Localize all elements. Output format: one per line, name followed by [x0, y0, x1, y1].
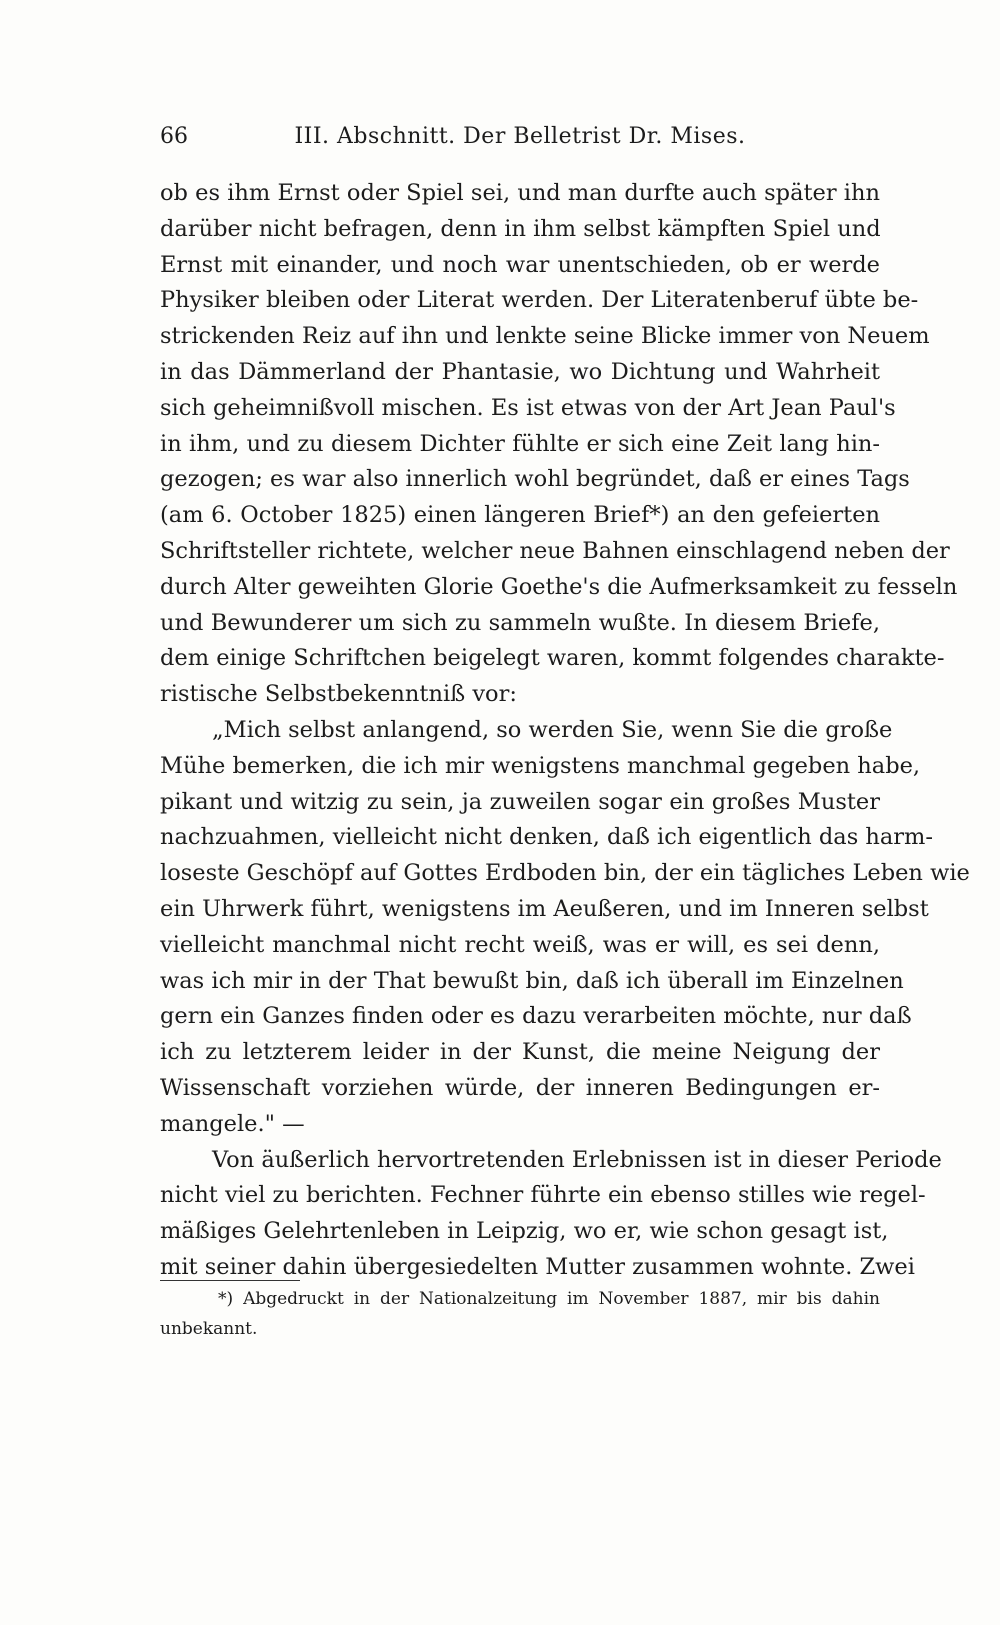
body-text	[160, 176, 970, 1286]
quote-line: ein Uhrwerk führt, wenigstens im Aeußeren, und im Inneren selbst	[160, 895, 929, 922]
page-number: 66	[160, 124, 188, 149]
quote-line: pikant und witzig zu sein, ja zuweilen sogar ein großes Muster	[160, 788, 880, 815]
quote-line: ich zu letzterem leider in der Kunst, die meine Neigung der	[160, 1039, 880, 1066]
footnote-divider	[160, 1280, 300, 1281]
quote-line: loseste Geschöpf auf Gottes Erdboden bin, der ein tägliches Leben wie	[160, 860, 970, 887]
quote-line: Wissenschaft vorziehen würde, der inneren Bedingungen er-	[160, 1074, 880, 1101]
text-line: Schriftsteller richtete, welcher neue Bahnen einschlagend neben der	[160, 537, 950, 564]
text-line: gezogen; es war also innerlich wohl begründet, daß er eines Tags	[160, 466, 910, 493]
text-line: dem einige Schriftchen beigelegt waren, kommt folgendes charakte-	[160, 645, 945, 672]
footnote-line: *) Abgedruckt in der Nationalzeitung im November 1887, mir bis dahin	[218, 1289, 880, 1309]
text-line: und Bewunderer um sich zu sammeln wußte. In diesem Briefe,	[160, 609, 880, 636]
quote-line: mangele." —	[160, 1110, 305, 1137]
text-line: ristische Selbstbekenntniß vor:	[160, 681, 517, 708]
text-line: (am 6. October 1825) einen längeren Brief*) an den gefeierten	[160, 502, 880, 529]
footnote	[160, 1284, 880, 1344]
text-line: mäßiges Gelehrtenleben in Leipzig, wo er, wie schon gesagt ist,	[160, 1218, 889, 1245]
text-line: Ernst mit einander, und noch war unentschieden, ob er werde	[160, 251, 880, 278]
footnote-line: unbekannt.	[160, 1319, 258, 1339]
text-line: nicht viel zu berichten. Fechner führte ein ebenso stilles wie regel-	[160, 1182, 926, 1209]
text-line: in das Dämmerland der Phantasie, wo Dichtung und Wahrheit	[160, 358, 880, 385]
text-line: darüber nicht befragen, denn in ihm selbst kämpften Spiel und	[160, 215, 881, 242]
page-header	[160, 120, 880, 154]
quote-line: gern ein Ganzes finden oder es dazu verarbeiten möchte, nur daß	[160, 1003, 912, 1030]
text-line: in ihm, und zu diesem Dichter fühlte er sich eine Zeit lang hin-	[160, 430, 880, 457]
text-line: mit seiner dahin übergesiedelten Mutter zusammen wohnte. Zwei	[160, 1253, 915, 1280]
text-line: Von äußerlich hervortretenden Erlebnissen ist in dieser Periode	[212, 1146, 942, 1173]
text-line: durch Alter geweihten Glorie Goethe's die Aufmerksamkeit zu fesseln	[160, 573, 958, 600]
quote-line: vielleicht manchmal nicht recht weiß, was er will, es sei denn,	[160, 931, 880, 958]
text-line: ob es ihm Ernst oder Spiel sei, und man durfte auch später ihn	[160, 180, 880, 206]
running-head: III. Abschnitt. Der Belletrist Dr. Mises.	[294, 124, 746, 149]
quote-line: Mühe bemerken, die ich mir wenigstens manchmal gegeben habe,	[160, 752, 921, 779]
quote-line: „Mich selbst anlangend, so werden Sie, wenn Sie die große	[212, 716, 893, 743]
text-line: strickenden Reiz auf ihn und lenkte seine Blicke immer von Neuem	[160, 323, 930, 350]
text-line: sich geheimnißvoll mischen. Es ist etwas von der Art Jean Paul's	[160, 394, 896, 421]
quote-line: was ich mir in der That bewußt bin, daß ich überall im Einzelnen	[160, 967, 904, 994]
quote-line: nachzuahmen, vielleicht nicht denken, daß ich eigentlich das harm-	[160, 824, 933, 851]
text-line: Physiker bleiben oder Literat werden. Der Literatenberuf übte be-	[160, 287, 919, 314]
